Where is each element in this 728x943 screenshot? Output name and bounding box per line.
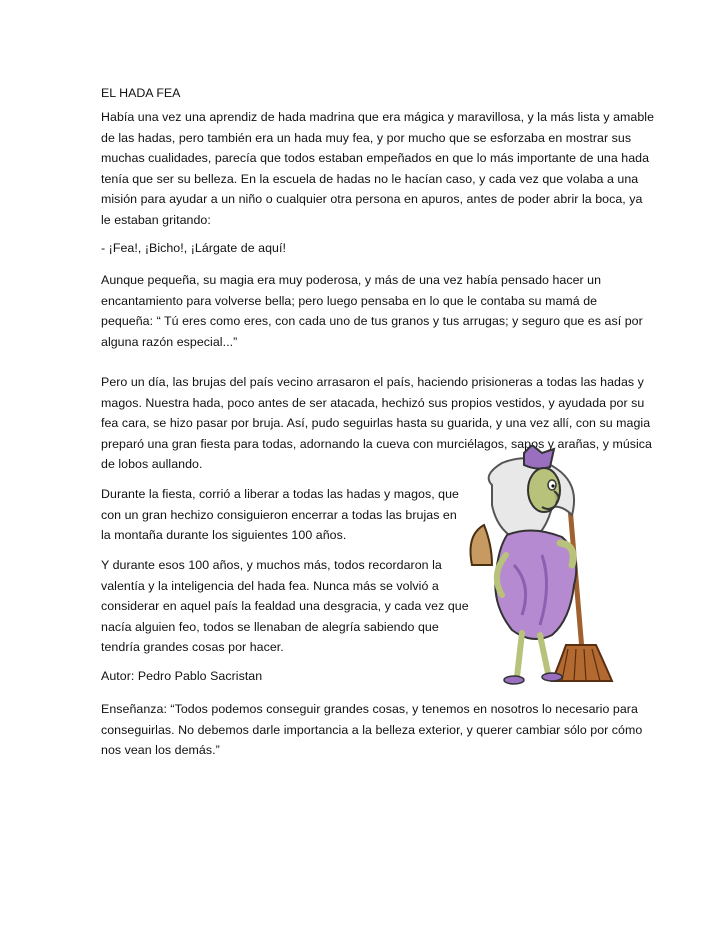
- document-title: EL HADA FEA: [101, 86, 181, 100]
- text-line: nos vean los demás.”: [101, 743, 220, 757]
- text-line: pequeña: “ Tú eres como eres, con cada uno de tus granos y tus arrugas; y seguro que es así por: [101, 314, 643, 328]
- text-line: tendría grandes cosas por hacer.: [101, 640, 284, 654]
- text-line: fea cara, se hizo pasar por bruja. Así, pudo seguirlas hasta su guarida, y una vez allí, con su magia: [101, 416, 651, 430]
- left-broom-tail: [471, 525, 493, 565]
- paragraph-body: [101, 107, 655, 230]
- text-line: misión para ayudar a un niño o cualquier otra persona en apuros, antes de poder abrir la boca, ya: [101, 192, 643, 206]
- paragraph-moral: [101, 699, 643, 761]
- right-leg: [540, 635, 548, 673]
- paragraph-magic: [101, 270, 643, 352]
- text-line: de lobos aullando.: [101, 457, 203, 471]
- pupil: [551, 484, 554, 487]
- left-shoe: [504, 676, 524, 684]
- text-line: considerar en aquel país la fealdad una desgracia, y cada vez que: [101, 599, 469, 613]
- text-line: Enseñanza: “Todos podemos conseguir grandes cosas, y tenemos en nosotros lo necesario para: [101, 702, 638, 716]
- text-line: magos. Nuestra hada, poco antes de ser atacada, hechizó sus propios vestidos, y ayudada por su: [101, 395, 645, 410]
- paragraph-shout: [101, 238, 631, 259]
- right-shoe: [542, 673, 562, 681]
- text-line: de las hadas, pero también era un hada muy fea, y por mucho que se esforzaba en mostrar sus: [101, 130, 632, 145]
- text-line: le estaban gritando:: [101, 212, 211, 227]
- text-line: Y durante esos 100 años, y muchos más, todos recordaron la: [101, 558, 442, 572]
- paragraph-intro: [101, 107, 655, 230]
- illustration-svg: [462, 445, 632, 685]
- witch-fairy-with-broom-illustration: [462, 445, 632, 685]
- text-line: encantamiento para volverse bella; pero luego pensaba en lo que le contaba su mamá de: [101, 293, 598, 308]
- text-line: - ¡Fea!, ¡Bicho!, ¡Lárgate de aquí!: [101, 241, 286, 255]
- text-line: nacía alguien feo, todos se llenaban de alegría sabiendo que: [101, 619, 439, 634]
- text-line: la montaña durante los siguientes 100 años.: [101, 528, 347, 542]
- text-line: muchas cualidades, parecía que todos estaban empeñados en que lo más importante de una hada: [101, 151, 650, 165]
- text-line: alguna razón especial...”: [101, 334, 238, 349]
- text-line: preparó una gran fiesta para todas, adornando la cueva con murciélagos, sapos y arañas, y música: [101, 436, 652, 451]
- paragraph-body: [101, 699, 643, 761]
- left-leg: [517, 633, 522, 677]
- text-line: valentía y la inteligencia del hada fea. Nunca más se volvió a: [101, 578, 439, 593]
- text-line: tenía que ser su belleza. En la escuela de hadas no le hacían caso, y cada vez que volaba a una: [101, 171, 639, 186]
- text-line: Aunque pequeña, su magia era muy poderosa, y más de una vez había pensado hacer un: [101, 273, 602, 287]
- text-line: conseguirlas. No debemos darle importancia a la belleza exterior, y querer cambiar sólo por cómo: [101, 722, 643, 737]
- text-line: Durante la fiesta, corrió a liberar a todas las hadas y magos, que: [101, 487, 459, 501]
- paragraph-body: [101, 270, 643, 352]
- hat: [524, 445, 554, 469]
- face: [528, 468, 560, 512]
- paragraph-body: [101, 238, 631, 259]
- text-line: con un gran hechizo consiguieron encerrar a todas las brujas en: [101, 507, 457, 522]
- text-line: Había una vez una aprendiz de hada madrina que era mágica y maravillosa, y la más lista y amable: [101, 110, 655, 124]
- text-line: Pero un día, las brujas del país vecino arrasaron el país, haciendo prisioneras a todas las hadas y: [101, 375, 644, 389]
- text-line: Autor: Pedro Pablo Sacristan: [101, 669, 263, 683]
